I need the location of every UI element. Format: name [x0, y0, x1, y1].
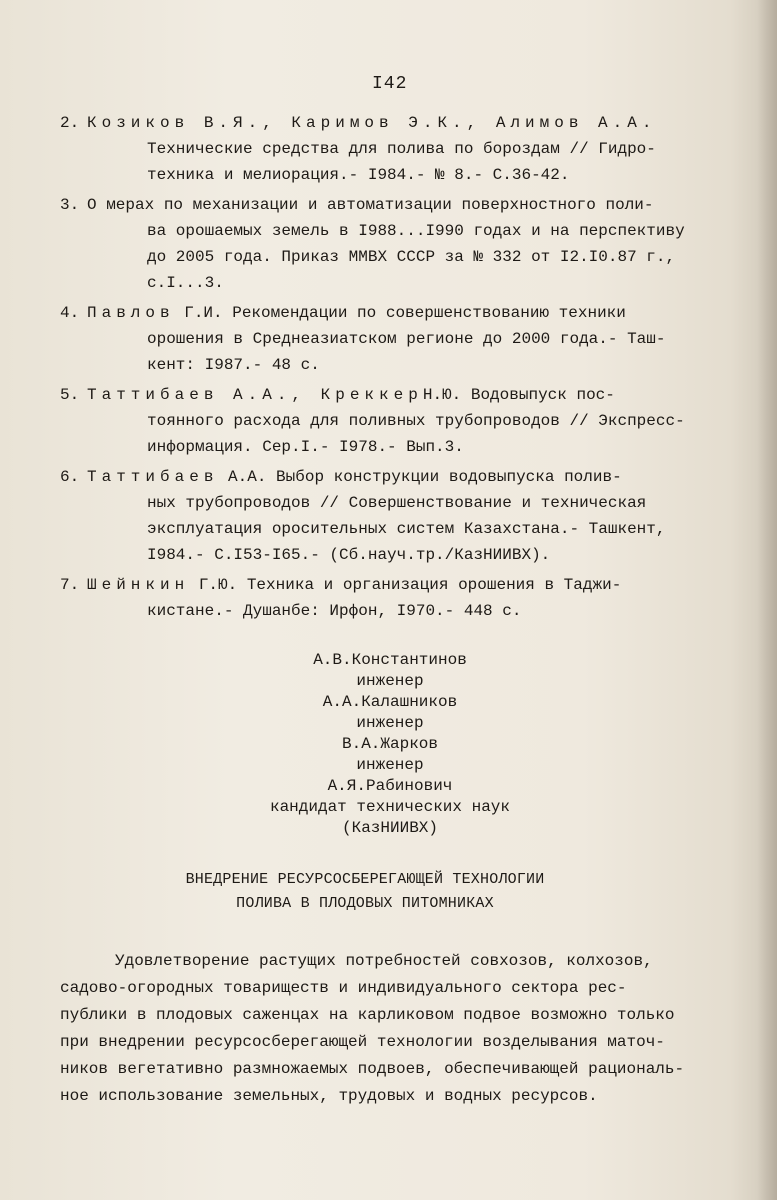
page-number: I42 — [372, 74, 408, 94]
reference-line: кент: I987.- 48 с. — [147, 356, 320, 374]
reference-item — [60, 300, 760, 378]
reference-title: Г.И. Рекомендации по совершенствованию техники — [174, 304, 626, 322]
reference-line: ва орошаемых земель в I988...I990 годах и на перспективу — [147, 222, 685, 240]
reference-first-line — [60, 572, 760, 598]
reference-number: 3. — [60, 196, 80, 214]
reference-first-line: О мерах по механизации и автоматизации поверхностного поли- — [87, 196, 654, 214]
reference-line: ных трубопроводов // Совершенствование и техническая — [147, 494, 647, 512]
author — [200, 734, 580, 776]
author — [200, 692, 580, 734]
reference-list — [60, 110, 760, 628]
reference-item — [60, 464, 760, 568]
reference-first-line — [60, 382, 760, 408]
reference-title: Г.Ю. Техника и организация орошения в Таджи- — [189, 576, 622, 594]
body-line: ное использование земельных, трудовых и водных ресурсов. — [60, 1087, 598, 1105]
reference-number: 7. — [60, 576, 80, 594]
author-role: инженер — [356, 714, 424, 732]
body-line: ников вегетативно размножаемых подвоев, обеспечивающей рациональ- — [60, 1060, 685, 1078]
reference-authors: Таттибаев А.А., Креккер — [87, 386, 423, 404]
reference-line: до 2005 года. Приказ ММВХ СССР за № 332 от I2.I0.87 г., — [147, 248, 676, 266]
reference-item — [60, 192, 760, 296]
reference-authors: Таттибаев — [87, 468, 219, 486]
reference-first-line — [60, 300, 760, 326]
reference-number: 5. — [60, 386, 80, 404]
reference-number: 4. — [60, 304, 80, 322]
author-role: кандидат технических наук — [269, 798, 511, 816]
body-line: при внедрении ресурсосберегающей технологии возделывания маточ- — [60, 1033, 665, 1051]
reference-line: техника и мелиорация.- I984.- № 8.- С.36-42. — [147, 166, 570, 184]
article-body — [60, 948, 760, 1110]
author-name: А.Я.Рабинович — [327, 777, 453, 795]
reference-line: орошения в Среднеазиатском регионе до 2000 года.- Таш- — [147, 330, 666, 348]
author-affiliation: (КазНИИВХ) — [341, 819, 438, 837]
reference-number: 6. — [60, 468, 80, 486]
author-name: В.А.Жарков — [341, 735, 438, 753]
body-line: публики в плодовых саженцах на карликовом подвое возможно только — [60, 1006, 675, 1024]
reference-line: эксплуатация оросительных систем Казахстана.- Ташкент, — [147, 520, 666, 538]
article-authors — [200, 650, 580, 839]
reference-line: Технические средства для полива по бороздам // Гидро- — [147, 140, 656, 158]
author — [200, 776, 580, 839]
page-edge-shadow — [757, 0, 777, 1200]
author-role: инженер — [356, 756, 424, 774]
reference-line: информация. Сер.I.- I978.- Вып.3. — [147, 438, 464, 456]
reference-item — [60, 110, 760, 188]
reference-authors: Козиков В.Я., Каримов Э.К., Алимов А.А. — [87, 114, 657, 132]
author-name: А.А.Калашников — [322, 693, 458, 711]
reference-first-line — [60, 464, 760, 490]
reference-first-line — [60, 110, 760, 136]
reference-item — [60, 382, 760, 460]
reference-authors: Павлов — [87, 304, 175, 322]
author-role: инженер — [356, 672, 424, 690]
author-name: А.В.Константинов — [313, 651, 467, 669]
reference-title: Н.Ю. Водовыпуск пос- — [422, 386, 615, 404]
reference-item — [60, 572, 760, 624]
article-title-line: ПОЛИВА В ПЛОДОВЫХ ПИТОМНИКАХ — [236, 895, 494, 912]
body-line: садово-огородных товариществ и индивидуального сектора рес- — [60, 979, 627, 997]
reference-authors: Шейнкин — [87, 576, 190, 594]
author — [200, 650, 580, 692]
reference-title: А.А. Выбор конструкции водовыпуска полив- — [218, 468, 622, 486]
body-line: Удовлетворение растущих потребностей совхозов, колхозов, — [115, 952, 653, 970]
reference-line: кистане.- Душанбе: Ирфон, I970.- 448 с. — [147, 602, 522, 620]
reference-line: с.I...3. — [147, 274, 224, 292]
article-title-line: ВНЕДРЕНИЕ РЕСУРСОСБЕРЕГАЮЩЕЙ ТЕХНОЛОГИИ — [185, 871, 545, 888]
reference-number: 2. — [60, 114, 80, 132]
article-title — [60, 868, 670, 916]
reference-line: I984.- С.I53-I65.- (Сб.науч.тр./КазНИИВХ). — [147, 546, 551, 564]
reference-line: тоянного расхода для поливных трубопроводов // Экспресс- — [147, 412, 685, 430]
